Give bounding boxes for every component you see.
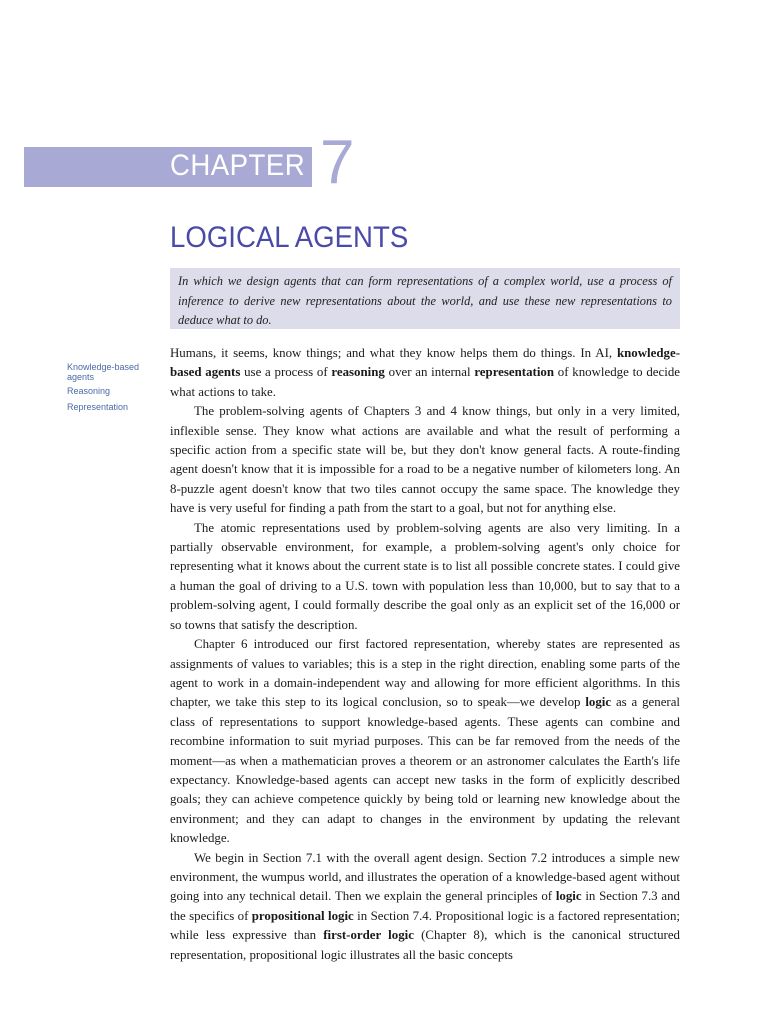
body-paragraph [170, 519, 680, 635]
bold-term: logic [585, 695, 612, 710]
body-paragraph [170, 344, 680, 402]
chapter-label: CHAPTER [170, 149, 306, 182]
text-run: The problem-solving agents of Chapters 3 and 4 know things, but only in a very limited, inflexible sense. They know what actions are available and what the result of performing a specific action from a specific state will be, but they don't know general facts. A route-finding agent doesn't know that it is impossible for a road to be a negative number of kilometers long. An 8-puzzle agent doesn't know that two tiles cannot occupy the same space. The knowledge they have is very useful for finding a path from the start to a goal, but not for anything else. [170, 404, 680, 516]
bold-term: propositional logic [251, 908, 354, 923]
bold-term: logic [555, 889, 582, 904]
text-run: over an internal [384, 365, 475, 380]
chapter-epigraph: In which we design agents that can form representations of a complex world, use a process of inference to derive new representations about the world, and use these new representations to deduce what to do. [170, 268, 680, 329]
body-text [170, 344, 680, 965]
bold-term: first-order logic [323, 928, 414, 943]
text-run: We begin in Section 7.1 with the overall agent design. Section 7.2 introduces a simple new environment, the wumpus world, and illustrates the operation of a knowledge-based agent without going into any technical detail. Then we explain the general principles of [170, 850, 680, 904]
bold-term: knowledge-based agents [170, 346, 680, 380]
margin-note-reasoning: Reasoning [67, 386, 111, 396]
text-run: Chapter 6 introduced our first factored representation, whereby states are represented as assignments of values to variables; this is a step in the right direction, enabling some parts of the agent to work in a domain-independent way and allowing for more efficient algorithms. In this chapter, we take this step to its logical conclusion, so to speak—we develop [170, 637, 680, 710]
bold-term: representation [474, 365, 555, 380]
bold-term: reasoning [331, 365, 385, 380]
body-paragraph [170, 635, 680, 848]
chapter-number: 7 [320, 128, 355, 197]
text-run: in Section 7.4. Propositional logic is a factored representation; while less expressive than [170, 908, 680, 943]
text-run: Humans, it seems, know things; and what they know helps them do things. In AI, [170, 346, 617, 360]
body-paragraph [170, 402, 680, 518]
text-run: as a general class of representations to support knowledge-based agents. These agents can combine and recombine information to suit myriad purposes. This can be far removed from the needs of the moment—as when a mathematician proves a theorem or an astronomer calculates the Earth's life expectancy. Knowledge-based agents can accept new tasks in the form of explicitly described goals; they can achieve competence quickly by being told or learning new knowledge about the environment; and they can adapt to changes in the environment by updating the relevant knowledge. [170, 695, 681, 846]
text-run: (Chapter 8), which is the canonical structured representation, propositional logic illustrates all the basic concepts [170, 928, 680, 962]
text-run: The atomic representations used by problem-solving agents are also very limiting. In a partially observable environment, for example, a problem-solving agent's only choice for representing what it knows about the current state is to list all possible concrete states. I could give a human the goal of driving to a U.S. town with population less than 10,000, but to say that to a problem-solving agent, I could formally describe the goal only as an explicit set of the 16,000 or so towns that satisfy the description. [170, 520, 680, 632]
text-run: in Section 7.3 and the specifics of [170, 889, 680, 923]
text-run: use a process of [240, 365, 332, 380]
text-run: of knowledge to decide what actions to take. [170, 365, 680, 399]
body-paragraph [170, 849, 680, 965]
margin-note-knowledge-based-agents: Knowledge-based agents [67, 362, 140, 382]
margin-note-representation: Representation [67, 402, 129, 412]
chapter-title: LOGICAL AGENTS [170, 221, 409, 254]
